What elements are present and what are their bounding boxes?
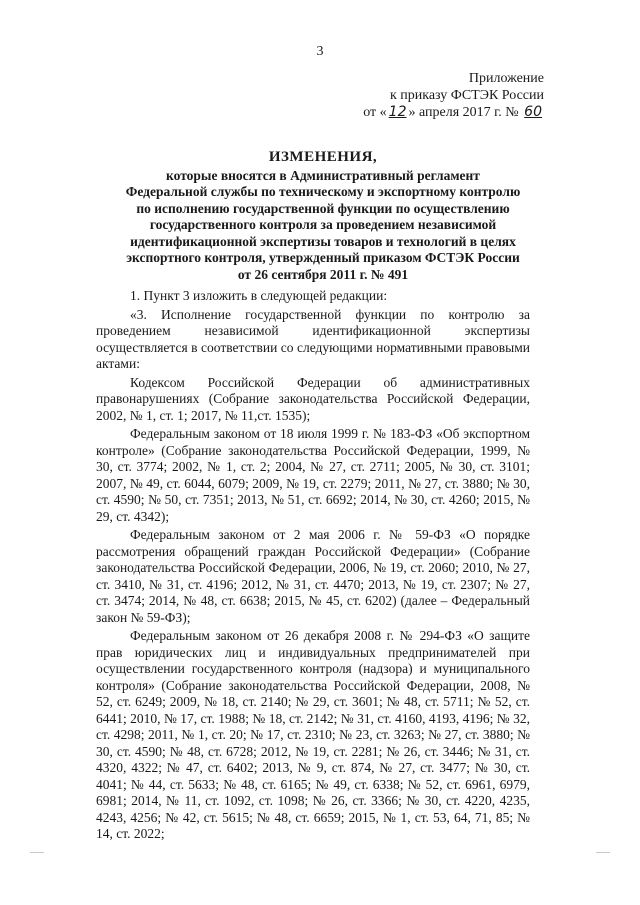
date-middle: » апреля 2017 г. № xyxy=(408,105,519,120)
scan-margin-mark xyxy=(30,852,44,853)
attachment-block xyxy=(363,70,544,121)
scan-margin-mark xyxy=(596,852,610,853)
title-line: которые вносятся в Административный регламент xyxy=(166,167,480,183)
date-prefix: от « xyxy=(363,105,387,120)
title-line: экспортного контроля, утвержденный приказом ФСТЭК России xyxy=(126,250,520,265)
page-number: 3 xyxy=(316,44,324,59)
title-line: государственного контроля за проведением независимой xyxy=(149,217,497,232)
title-line: от 26 сентября 2011 г. № 491 xyxy=(237,266,409,282)
paragraph-law-294: Федеральным законом от 26 декабря 2008 г. № 294-ФЗ «О защите прав юридических лиц и индивидуальных предпринимателей при осуществлении государственного контроля (надзора) и муниципального контроля» (Собрание законодательства Российской Федерации, 2008, № 52, ст. 6249; 2009, № 18, ст. 2140; № 29, ст. 3601; № 48, ст. 5711; № 52, ст. 6441; 2010, № 17, ст. 1988; № 18, ст. 2142; № 31, ст. 4160, 4193, 4196; № 32, ст. 4298; 2011, № 1, ст. 20; № 17, ст. 2310; № 23, ст. 3263; № 27, ст. 3880; № 30, ст. 4590; № 48, ст. 6728; 2012, № 19, ст. 2281; № 26, ст. 3446; № 31, ст. 4320, 4322; № 47, ст. 6402; 2013, № 9, ст. 874, № 27, ст. 3477; № 30, ст. 4041; № 44, ст. 5633; № 48, ст. 6165; № 49, ст. 6338; № 52, ст. 6961, 6979, 6981; 2014, № 11, ст. 1092, ст. 1098; № 26, ст. 3366; № 30, ст. 4220, 4235, 4243, 4256; № 42, ст. 5615; № 48, ст. 6659; 2015, № 1, ст. 53, 64, 71, 85; № 14, ст. 2022; xyxy=(96,628,530,841)
paragraph-law-183: Федеральным законом от 18 июля 1999 г. № 183-ФЗ «Об экспортном контроле» (Собрание законодательства Российской Федерации, 1999, № 30, ст. 3774; 2002, № 1, ст. 2; 2004, № 27, ст. 2711; 2005, № 30, ст. 3101; 2007, № 49, ст. 6044, 6079; 2009, № 19, ст. 2279; 2011, № 27, ст. 3880; № 30, ст. 4590; № 50, ст. 7351; 2013, № 51, ст. 6692; 2014, № 30, ст. 4260; 2015, № 29, ст. 4342); xyxy=(96,426,530,524)
title-line: по исполнению государственной функции по осуществлению xyxy=(136,200,510,216)
handwritten-order-number: 60 xyxy=(524,104,542,120)
document-body xyxy=(96,288,530,845)
paragraph-law-59: Федеральным законом от 2 мая 2006 г. № 59-ФЗ «О порядке рассмотрения обращений граждан Российской Федерации» (Собрание законодательства Российской Федерации, 2006, № 19, ст. 2060; 2010, № 27, ст. 3410, № 31, ст. 4196; 2012, № 31, ст. 4470; 2013, № 19, ст. 2307; № 27, ст. 3474; 2014, № 48, ст. 6638; 2015, № 45, ст. 6202) (далее – Федеральный закон № 59-ФЗ); xyxy=(96,527,530,625)
attachment-label: Приложение xyxy=(468,71,544,86)
title-heading: ИЗМЕНЕНИЯ, xyxy=(268,149,378,165)
attachment-date-line xyxy=(363,104,544,121)
document-title xyxy=(118,149,528,283)
title-line: идентификационной экспертизы товаров и технологий в целях xyxy=(130,233,516,249)
handwritten-day: 12 xyxy=(388,104,407,120)
attachment-order-ref: к приказу ФСТЭК России xyxy=(389,88,544,103)
paragraph-item-3-intro: «3. Исполнение государственной функции по контролю за проведением независимой идентификационной экспертизы осуществляется в соответствии со следующими нормативными правовыми актами: xyxy=(96,306,530,371)
paragraph-coap: Кодексом Российской Федерации об административных правонарушениях (Собрание законодательства Российской Федерации, 2002, № 1, ст. 1; 2017, № 11,ст. 1535); xyxy=(96,374,530,423)
paragraph-item-1: 1. Пункт 3 изложить в следующей редакции: xyxy=(130,288,388,303)
title-line: Федеральной службы по техническому и экспортному контролю xyxy=(125,184,521,199)
